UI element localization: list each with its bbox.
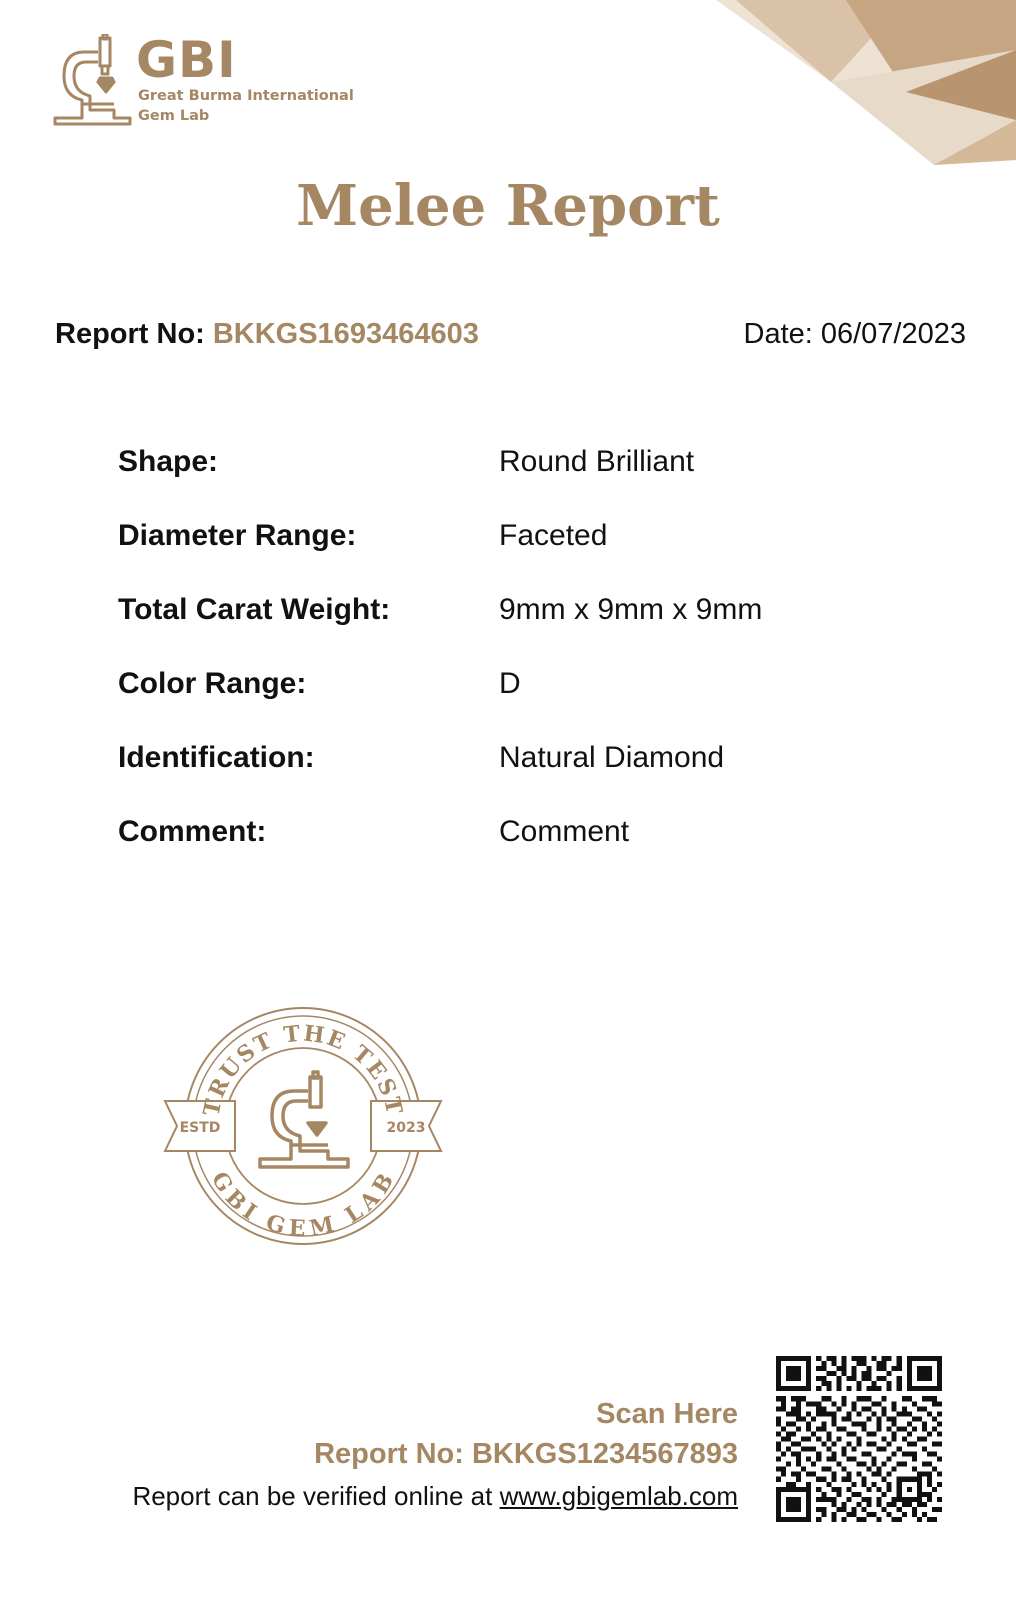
seal-bottom-text: GBI GEM LAB [205,1167,401,1243]
seal-left-text: ESTD [179,1120,221,1136]
date-value: 06/07/2023 [820,318,966,350]
report-number-line [55,314,479,354]
brand-subtitle-line1: Great Burma International [138,88,354,104]
qr-code-icon[interactable] [776,1356,942,1522]
verify-text [132,1475,738,1517]
brand-subtitle-line2: Gem Lab [138,108,210,124]
field-row-color-range [118,664,938,738]
field-label: Total Carat Weight: [118,593,391,626]
field-row-identification [118,738,938,812]
field-row-shape [118,442,938,516]
field-value: Natural Diamond [499,741,725,774]
brand-name: GBI [136,31,237,89]
field-value: 9mm x 9mm x 9mm [499,593,763,626]
field-value: Faceted [499,519,608,552]
scan-here-label: Scan Here [596,1398,738,1430]
field-label: Identification: [118,741,315,774]
report-number-label: Report No: [55,318,205,350]
verify-prefix: Report can be verified online at [132,1481,500,1511]
verify-link[interactable]: www.gbigemlab.com [499,1481,738,1511]
brand-subtitle [138,86,354,126]
gbi-logo [52,31,354,130]
field-label: Diameter Range: [118,519,357,552]
corner-decoration [576,0,1016,175]
field-value: Round Brilliant [499,445,695,478]
field-label: Shape: [118,445,219,478]
seal-top-text: TRUST THE TEST [198,1020,408,1119]
footer-report-number: Report No: BKKGS1234567893 [314,1438,738,1470]
field-value: Comment [499,815,630,848]
page-title: Melee Report [296,173,720,239]
report-number-value: BKKGS1693464603 [212,318,479,350]
seal-microscope-icon [260,1072,348,1167]
date-label: Date: [743,318,813,350]
report-fields [118,442,938,886]
field-value: D [499,667,521,700]
field-row-total-carat-weight [118,590,938,664]
verification-block [132,1395,738,1517]
field-label: Color Range: [118,667,307,700]
seal-right-text: 2023 [386,1120,426,1136]
field-row-comment [118,812,938,886]
microscope-gem-icon [52,34,134,126]
field-label: Comment: [118,815,267,848]
trust-the-test-seal [163,1003,443,1249]
date-line [744,314,966,354]
field-row-diameter-range [118,516,938,590]
